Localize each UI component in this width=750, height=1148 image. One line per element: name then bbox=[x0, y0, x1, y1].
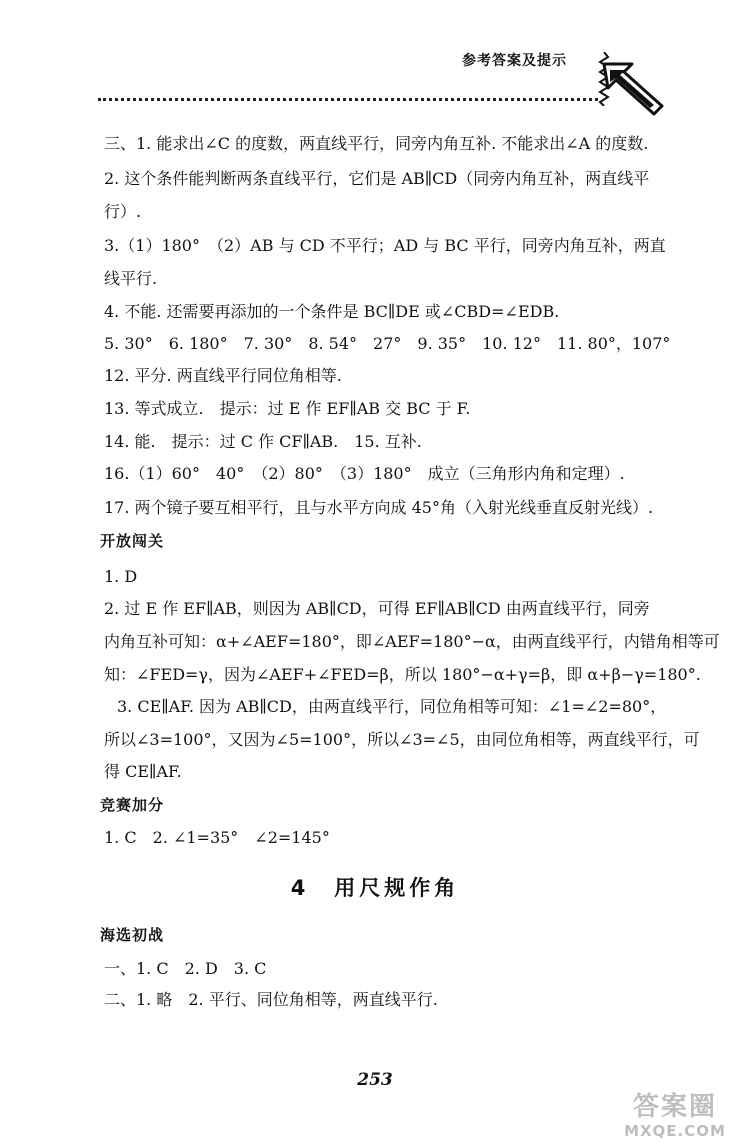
section-heading-open: 开放闯关 bbox=[100, 532, 165, 550]
page-number: 253 bbox=[357, 1070, 393, 1090]
answer-line: 知：∠FED=γ，因为∠AEF+∠FED=β，所以 180°−α+γ=β，即 α+β−γ=180°. bbox=[104, 665, 701, 684]
answer-line: 二、1. 略 2. 平行、同位角相等，两直线平行. bbox=[104, 990, 438, 1009]
answer-line: 13. 等式成立. 提示：过 E 作 EF∥AB 交 BC 于 F. bbox=[104, 399, 471, 418]
answer-line: 4. 不能. 还需要再添加的一个条件是 BC∥DE 或∠CBD=∠EDB. bbox=[104, 302, 560, 321]
answer-line: 14. 能. 提示：过 C 作 CF∥AB. 15. 互补. bbox=[104, 432, 422, 451]
answer-line: 行）. bbox=[104, 202, 142, 221]
answer-line: 17. 两个镜子要互相平行，且与水平方向成 45°角（入射光线垂直反射光线）. bbox=[104, 498, 654, 517]
answer-line: 内角互补可知：α+∠AEF=180°，即∠AEF=180°−α，由两直线平行，内错角相等可 bbox=[104, 632, 720, 651]
answer-line: 1. C 2. ∠1=35° ∠2=145° bbox=[104, 828, 330, 847]
answer-line: 3.（1）180° （2）AB 与 CD 不平行；AD 与 BC 平行，同旁内角互补，两直 bbox=[104, 236, 666, 255]
header-title: 参考答案及提示 bbox=[462, 53, 567, 69]
answer-line: 三、1. 能求出∠C 的度数，两直线平行，同旁内角互补. 不能求出∠A 的度数. bbox=[104, 134, 649, 153]
watermark-top-text: 答案圈 bbox=[632, 1092, 717, 1122]
answer-line: 一、1. C 2. D 3. C bbox=[104, 959, 267, 978]
answer-line: 1. D bbox=[104, 567, 138, 586]
answer-line: 12. 平分. 两直线平行同位角相等. bbox=[104, 366, 342, 385]
section-heading-contest: 竞赛加分 bbox=[100, 796, 165, 814]
answer-line: 5. 30° 6. 180° 7. 30° 8. 54° 27° 9. 35° 10. 12° 11. 80°，107° bbox=[104, 334, 671, 353]
answer-line: 线平行. bbox=[104, 269, 158, 288]
answer-line: 2. 过 E 作 EF∥AB，则因为 AB∥CD，可得 EF∥AB∥CD 由两直线平行，同旁 bbox=[104, 599, 650, 618]
section-heading-first: 海选初战 bbox=[100, 926, 165, 944]
dotted-divider bbox=[98, 98, 598, 101]
answer-line: 得 CE∥AF. bbox=[104, 762, 182, 781]
answer-line: 16.（1）60° 40° （2）80° （3）180° 成立（三角形内角和定理）. bbox=[104, 464, 625, 483]
answer-line: 3. CE∥AF. 因为 AB∥CD，由两直线平行，同位角相等可知：∠1=∠2=80°， bbox=[117, 697, 667, 716]
watermark-bottom-text: MXQE.COM bbox=[624, 1122, 726, 1140]
chapter-title: 4 用尺规作角 bbox=[290, 876, 460, 900]
watermark-logo bbox=[600, 1092, 750, 1140]
answer-line: 2. 这个条件能判断两条直线平行，它们是 AB∥CD（同旁内角互补，两直线平 bbox=[104, 169, 650, 188]
arrow-up-left-icon bbox=[600, 60, 666, 116]
answer-line: 所以∠3=100°，又因为∠5=100°，所以∠3=∠5，由同位角相等，两直线平行，可 bbox=[104, 730, 700, 749]
